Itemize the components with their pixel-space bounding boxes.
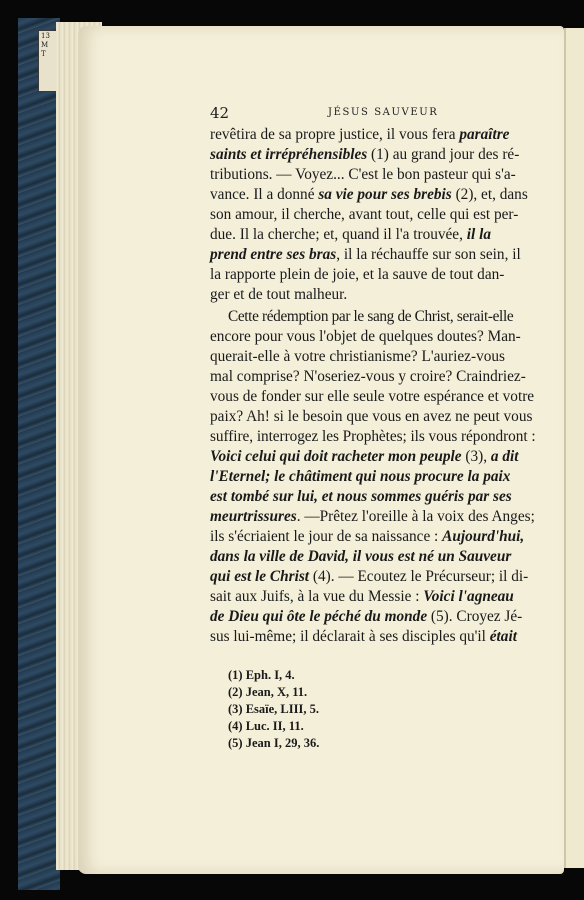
text-span: la rapporte plein de joie, et la sauve de tout dan-	[210, 266, 505, 283]
text-span: (1) au grand jour des ré-	[367, 146, 520, 163]
text-line	[210, 387, 536, 407]
italic-text: prend entre ses bras	[210, 246, 337, 263]
footnote: (2) Jean, X, 11.	[228, 685, 308, 699]
text-line	[210, 265, 536, 285]
text-line	[210, 627, 536, 647]
italic-text: est tombé sur lui, et nous sommes guéris par ses	[210, 488, 512, 505]
italic-text: a dit	[490, 448, 519, 465]
text-span: mal comprise? N'oseriez-vous y croire? Craindriez-	[210, 368, 526, 385]
text-span: encore pour vous l'objet de quelques doutes? Man-	[210, 328, 521, 345]
italic-text: sa vie pour ses brebis	[318, 186, 452, 203]
text-span: son amour, il cherche, avant tout, celle qui est per-	[210, 206, 519, 223]
text-span: ger et de tout malheur.	[210, 286, 348, 303]
italic-text: de Dieu qui ôte le péché du monde	[210, 608, 428, 625]
footnote: (1) Eph. I, 4.	[228, 668, 295, 682]
text-line	[210, 567, 536, 587]
text-line	[228, 307, 554, 327]
text-line	[210, 285, 536, 305]
italic-text: Aujourd'hui,	[442, 528, 525, 545]
text-span: (5). Croyez Jé-	[427, 608, 523, 625]
text-line	[210, 467, 536, 487]
text-span: (2), et, dans	[451, 186, 528, 203]
italic-text: qui est le Christ	[210, 568, 310, 585]
text-span: querait-elle à votre christianisme? L'auriez-vous	[210, 348, 505, 365]
text-line	[210, 145, 536, 165]
italic-text: paraître	[459, 126, 510, 143]
text-span: paix? Ah! si le besoin que vous en avez ne peut vous	[210, 408, 533, 425]
text-span: (3),	[461, 448, 491, 465]
page-number: 42	[210, 104, 230, 122]
text-span: revêtira de sa propre justice, il vous fera	[210, 126, 460, 143]
text-span: , il la réchauffe sur son sein, il	[336, 246, 521, 263]
text-span: suffire, interrogez les Prophètes; ils vous répondront :	[210, 428, 536, 445]
text-span: vance. Il a donné	[210, 186, 319, 203]
footnote: (5) Jean I, 29, 36.	[228, 736, 320, 750]
text-line	[210, 125, 536, 145]
text-line	[210, 205, 536, 225]
text-span: due. Il la cherche; et, quand il l'a trouvée,	[210, 226, 467, 243]
text-span: . —Prêtez l'oreille à la voix des Anges;	[296, 508, 535, 525]
footnote: (4) Luc. II, 11.	[228, 719, 304, 733]
page-header	[210, 104, 540, 124]
text-line	[210, 165, 536, 185]
text-line	[210, 185, 536, 205]
text-line	[210, 427, 536, 447]
text-span: ils s'écriaient le jour de sa naissance :	[210, 528, 443, 545]
text-line	[210, 367, 536, 387]
italic-text: meurtrissures	[210, 508, 297, 525]
text-span: sus lui-même; il déclarait à ses disciples qu'il	[210, 628, 490, 645]
text-line	[210, 347, 536, 367]
text-line	[210, 507, 536, 527]
italic-text: Voici l'agneau	[423, 588, 514, 605]
text-line	[210, 487, 536, 507]
text-line	[210, 327, 536, 347]
book-cover-edge	[18, 18, 60, 890]
text-line	[210, 245, 536, 265]
spine-label: 13 M T	[38, 30, 58, 92]
italic-text: dans la ville de David, il vous est né un Sauveur	[210, 548, 512, 565]
text-span: Cette rédemption par le sang de Christ, serait-elle	[228, 308, 514, 325]
text-line	[210, 225, 536, 245]
italic-text: l'Eternel; le châtiment qui nous procure la paix	[210, 468, 511, 485]
italic-text: Voici celui qui doit racheter mon peuple	[210, 448, 462, 465]
text-span: vous de fonder sur elle seule votre espérance et votre	[210, 388, 535, 405]
text-span: sait aux Juifs, à la vue du Messie :	[210, 588, 424, 605]
italic-text: saints et irrépréhensibles	[210, 146, 368, 163]
text-line	[210, 527, 536, 547]
text-line	[210, 587, 536, 607]
italic-text: était	[489, 628, 517, 645]
text-line	[210, 607, 536, 627]
footnote: (3) Esaïe, LIII, 5.	[228, 702, 319, 716]
running-head: JÉSUS SAUVEUR	[328, 107, 439, 118]
text-line	[210, 407, 536, 427]
text-line	[210, 547, 536, 567]
text-span: tributions. — Voyez... C'est le bon pasteur qui s'a-	[210, 166, 516, 183]
text-span: (4). — Ecoutez le Précurseur; il di-	[309, 568, 529, 585]
italic-text: il la	[466, 226, 491, 243]
text-line	[210, 447, 536, 467]
facing-page-edge	[564, 28, 584, 868]
